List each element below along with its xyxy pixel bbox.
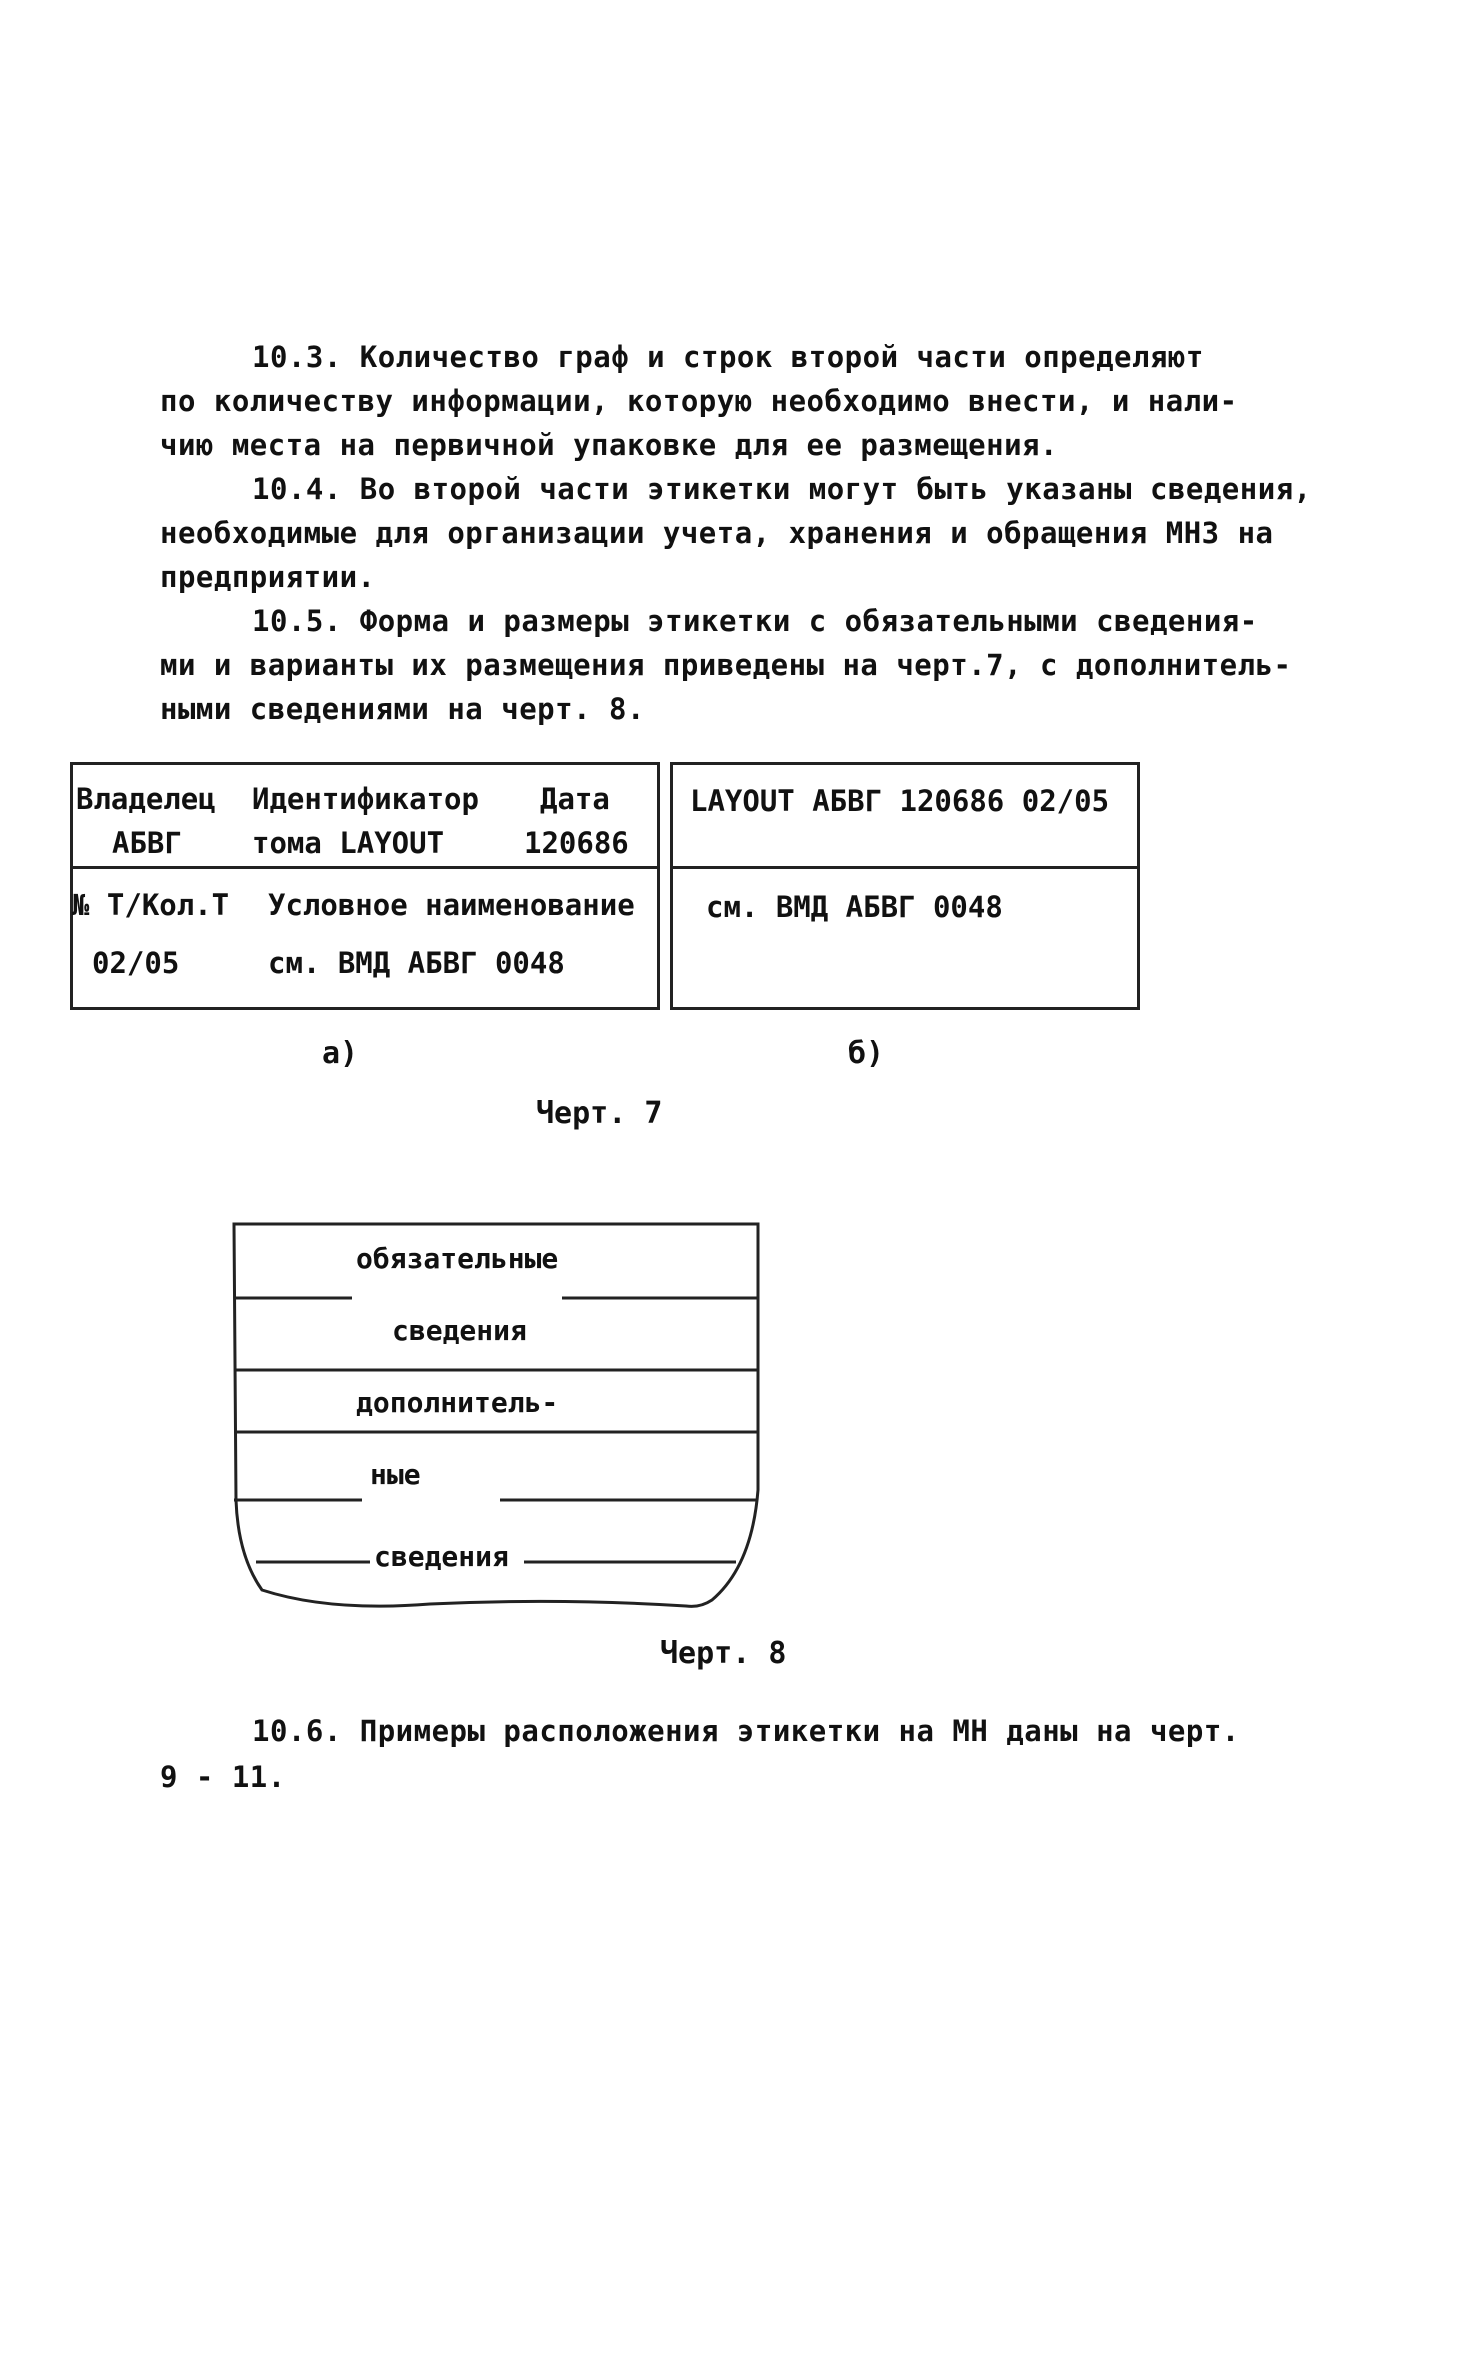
paragraph-10-3-line-3: чию места на первичной упаковке для ее размещения. xyxy=(160,428,1058,462)
label-a-caption: а) xyxy=(322,1036,359,1071)
label-a-name-value: см. ВМД АБВГ 0048 xyxy=(268,946,565,980)
paragraph-10-5-line-1: 10.5. Форма и размеры этикетки с обязательными сведения- xyxy=(252,604,1258,638)
label-a-identifier-value: тома LAYOUT xyxy=(252,826,445,860)
label-a-identifier-header: Идентификатор xyxy=(252,782,479,816)
paragraph-10-3-line-1: 10.3. Количество граф и строк второй части определяют xyxy=(252,340,1204,374)
paragraph-10-4-line-3: предприятии. xyxy=(160,560,376,594)
paragraph-10-6-line-1: 10.6. Примеры расположения этикетки на МН даны на черт. xyxy=(252,1714,1240,1748)
figure-7-caption: Черт. 7 xyxy=(536,1096,663,1131)
label-b-line-1: LAYOUT АБВГ 120686 02/05 xyxy=(690,784,1110,818)
paragraph-10-3-line-2: по количеству информации, которую необходимо внести, и нали- xyxy=(160,384,1238,418)
label-a-volume-header: № Т/Кол.Т xyxy=(72,888,230,922)
label-a-owner-value: АБВГ xyxy=(112,826,182,860)
paragraph-10-4-line-2: необходимые для организации учета, хранения и обращения МНЗ на xyxy=(160,516,1274,550)
paragraph-10-5-line-2: ми и варианты их размещения приведены на черт.7, с дополнитель- xyxy=(160,648,1292,682)
paragraph-10-6-line-2: 9 - 11. xyxy=(160,1760,286,1794)
label-b-line-2: см. ВМД АБВГ 0048 xyxy=(706,890,1003,924)
label-b-caption: б) xyxy=(848,1036,885,1071)
paragraph-10-5-line-3: ными сведениями на черт. 8. xyxy=(160,692,645,726)
label-a-date-header: Дата xyxy=(540,782,610,816)
figure-8-row-5: сведения xyxy=(374,1540,509,1573)
figure-8-caption: Черт. 8 xyxy=(660,1636,787,1671)
label-a-volume-value: 02/05 xyxy=(92,946,180,980)
figure-8-row-1: обязательные xyxy=(356,1242,559,1275)
label-a-date-value: 120686 xyxy=(524,826,629,860)
figure-8-row-4: ные xyxy=(370,1458,421,1491)
label-a-name-header: Условное наименование xyxy=(268,888,635,922)
paragraph-10-4-line-1: 10.4. Во второй части этикетки могут быть указаны сведения, xyxy=(252,472,1312,506)
label-a-owner-header: Владелец xyxy=(76,782,216,816)
figure-8-row-3: дополнитель- xyxy=(356,1386,559,1419)
figure-8-row-2: сведения xyxy=(392,1314,527,1347)
